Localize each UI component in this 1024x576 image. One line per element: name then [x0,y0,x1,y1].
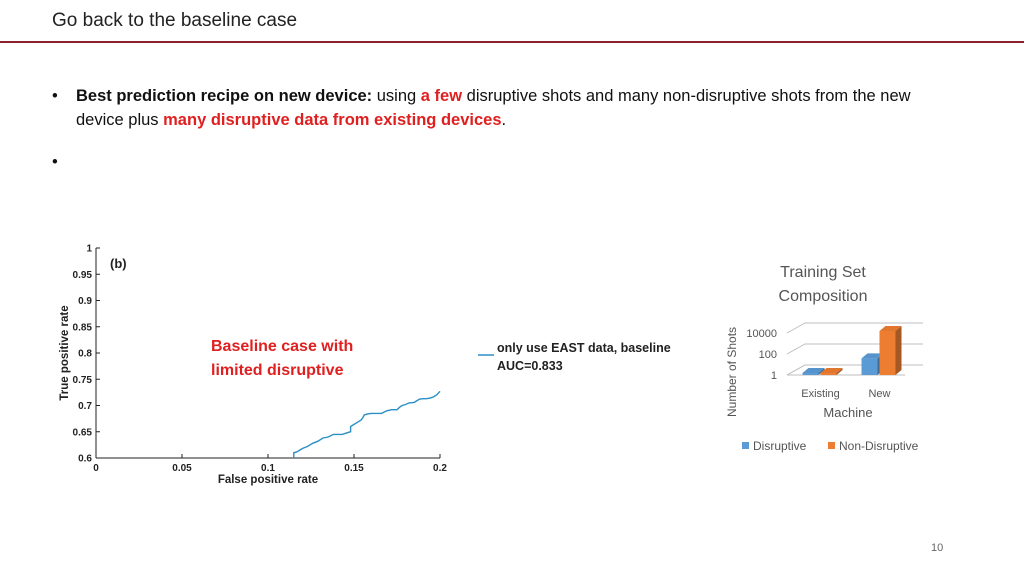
roc-y-tick-label: 0.8 [78,348,92,360]
roc-y-tick-label: 0.9 [78,296,92,307]
bullet-item-empty [52,150,952,174]
roc-x-tick-label: 0.2 [433,463,447,474]
roc-y-tick-label: 0.7 [78,401,92,412]
bullet-text: using [372,87,421,105]
bar-gridline [787,323,923,333]
roc-y-tick-label: 0.75 [72,374,92,386]
roc-y-axis-label: True positive rate [59,305,71,401]
bullet-list [52,84,952,192]
bar-category-label: Existing [801,388,840,400]
roc-series-line [294,391,440,458]
bullet-dot: • [52,87,58,105]
bar-legend-label: Non-Disruptive [839,439,919,453]
roc-y-tick-label: 0.65 [72,427,92,439]
bar-legend [742,439,919,453]
bar-x-axis-label: Machine [823,405,873,420]
roc-y-tick-label: 0.6 [78,453,92,465]
bullet-text: disruptive shots and many non-disruptive shots from the new device plus [76,87,911,129]
roc-x-axis-label: False positive rate [217,474,319,486]
bar-legend-swatch [742,442,749,449]
bar-front-face [803,373,819,375]
roc-chart [0,230,720,500]
roc-x-tick-label: 0.05 [172,463,192,474]
bar-legend-label: Disruptive [753,439,807,453]
roc-x-tick-label: 0.15 [344,463,364,474]
roc-annotation-line-1: Baseline case with [211,338,354,355]
bar-front-face [862,358,878,375]
bar-gridline [787,344,923,354]
roc-y-tick-label: 0.95 [72,269,92,281]
roc-x-tick-label: 0 [93,463,99,474]
roc-legend-auc: AUC=0.833 [497,359,563,373]
roc-x-tick-label: 0.1 [261,463,275,474]
roc-annotation-line-2: limited disruptive [211,362,344,379]
bar-legend-swatch [828,442,835,449]
bar-front-face [880,331,896,375]
bar-chart-title-line-2: Composition [778,288,868,305]
bar-front-face [821,373,837,375]
bullet-bold-lead: Best prediction recipe on new device: [76,87,373,105]
bar-chart [720,250,950,470]
slide-title: Go back to the baseline case [52,10,298,31]
roc-series [294,391,440,458]
bar-y-axis-label: Number of Shots [725,326,739,418]
bar-y-tick-label: 10000 [746,328,777,340]
roc-y-tick-label: 1 [86,243,92,255]
bar-bars [801,326,901,400]
bullet-highlight: a few [420,87,463,105]
bar-y-tick-label: 100 [758,349,777,361]
bar-chart-title-line-1: Training Set [780,264,866,281]
roc-legend-label: only use EAST data, baseline [497,341,671,355]
roc-ticks [73,244,448,475]
roc-panel-label: (b) [110,256,127,271]
title-divider [0,41,1024,43]
bullet-dot: • [52,153,58,171]
bar-category-label: New [868,388,891,400]
bar-y-tick-label: 1 [770,370,777,382]
bullet-item [52,84,952,132]
bar-side-face [896,326,902,375]
bullet-text: . [501,111,507,129]
bullet-highlight: many disruptive data from existing devices [163,111,502,129]
roc-y-tick-label: 0.85 [72,322,92,334]
page-number: 10 [931,542,944,554]
